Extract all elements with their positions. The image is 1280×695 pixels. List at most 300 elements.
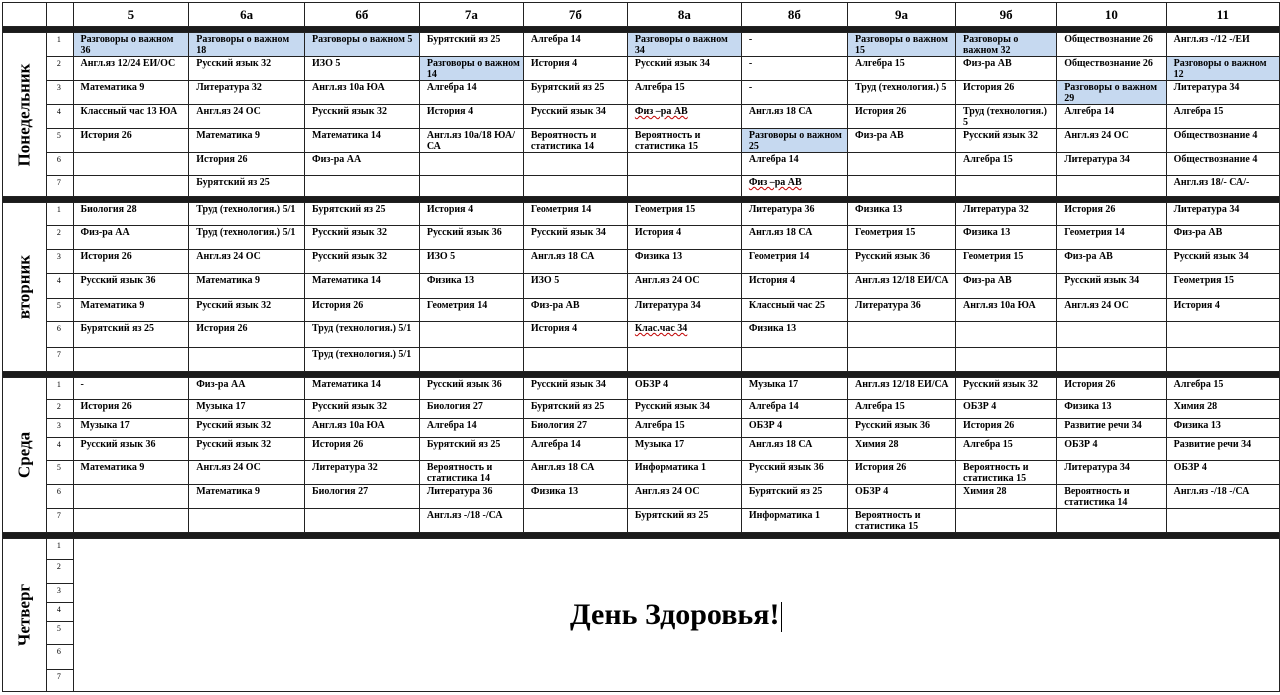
lesson-cell[interactable]: [523, 176, 627, 197]
corner-cell: [3, 3, 47, 27]
lesson-cell[interactable]: [419, 348, 523, 372]
lesson-cell[interactable]: [1166, 299, 1279, 322]
lesson-cell[interactable]: [627, 176, 741, 197]
day-cell-thursday: [3, 539, 47, 692]
lesson-cell[interactable]: [741, 129, 847, 153]
lesson-cell[interactable]: [419, 105, 523, 129]
lesson-cell[interactable]: [741, 203, 847, 226]
lesson-cell[interactable]: [1057, 400, 1166, 419]
lesson-cell[interactable]: [741, 176, 847, 197]
health-day-banner[interactable]: [73, 539, 1279, 692]
lesson-cell[interactable]: [627, 226, 741, 250]
lesson-cell[interactable]: [627, 378, 741, 400]
lesson-cell[interactable]: [305, 250, 420, 274]
lesson-cell[interactable]: [627, 419, 741, 438]
lesson-cell[interactable]: [1057, 105, 1166, 129]
lesson-cell[interactable]: [741, 378, 847, 400]
lesson-cell[interactable]: [848, 348, 956, 372]
lesson-cell[interactable]: [1057, 274, 1166, 299]
lesson-cell[interactable]: [741, 33, 847, 57]
lesson-text: Обществознание 4: [1173, 130, 1258, 141]
lesson-text: Алгебра 15: [1173, 106, 1224, 117]
lesson-cell[interactable]: [1166, 129, 1279, 153]
lesson-text: История 4: [530, 58, 578, 69]
lesson-text: -: [80, 379, 84, 390]
lesson-cell[interactable]: [189, 299, 305, 322]
lesson-cell[interactable]: [848, 509, 956, 533]
lesson-cell[interactable]: [1057, 33, 1166, 57]
lesson-cell[interactable]: [73, 274, 189, 299]
lesson-cell[interactable]: [73, 33, 189, 57]
lesson-cell[interactable]: [73, 299, 189, 322]
lesson-cell[interactable]: [523, 274, 627, 299]
lesson-number: 7: [46, 670, 73, 692]
lesson-cell[interactable]: [1166, 438, 1279, 461]
lesson-cell[interactable]: [73, 153, 189, 176]
lesson-cell[interactable]: [627, 57, 741, 81]
lesson-cell[interactable]: [1057, 378, 1166, 400]
lesson-cell[interactable]: [1057, 153, 1166, 176]
lesson-cell[interactable]: [1057, 57, 1166, 81]
lesson-cell[interactable]: [305, 438, 420, 461]
lesson-cell[interactable]: [305, 322, 420, 348]
lesson-text: Музыка 17: [748, 379, 799, 390]
lesson-cell[interactable]: [1166, 322, 1279, 348]
lesson-cell[interactable]: [848, 33, 956, 57]
lesson-text: ОБЗР 4: [1173, 462, 1207, 473]
lesson-cell[interactable]: [419, 509, 523, 533]
lesson-cell[interactable]: [956, 378, 1057, 400]
lesson-cell[interactable]: [419, 203, 523, 226]
lesson-text: История 26: [312, 439, 364, 450]
lesson-cell[interactable]: [741, 274, 847, 299]
lesson-text: Русский язык 36: [80, 275, 156, 286]
lesson-cell[interactable]: [523, 57, 627, 81]
lesson-cell[interactable]: [189, 176, 305, 197]
lesson-cell[interactable]: [73, 105, 189, 129]
table-row: [3, 250, 1280, 274]
lesson-number: 7: [46, 509, 73, 533]
lesson-cell[interactable]: [73, 322, 189, 348]
lesson-cell[interactable]: [73, 250, 189, 274]
lesson-cell[interactable]: [1166, 348, 1279, 372]
lesson-cell[interactable]: [956, 461, 1057, 485]
lesson-cell[interactable]: [189, 378, 305, 400]
lesson-cell[interactable]: [741, 419, 847, 438]
lesson-text: Литература 32: [196, 82, 262, 93]
lesson-cell[interactable]: [1166, 81, 1279, 105]
lesson-text: Информатика 1: [748, 510, 820, 521]
lesson-cell[interactable]: [1166, 203, 1279, 226]
lesson-cell[interactable]: [73, 81, 189, 105]
lesson-cell[interactable]: [1166, 485, 1279, 509]
lesson-cell[interactable]: [189, 400, 305, 419]
lesson-cell[interactable]: [523, 250, 627, 274]
lesson-cell[interactable]: [419, 129, 523, 153]
lesson-cell[interactable]: [189, 461, 305, 485]
lesson-cell[interactable]: [73, 176, 189, 197]
lesson-text: История 26: [1064, 204, 1116, 215]
lesson-cell[interactable]: [1057, 250, 1166, 274]
lesson-number: 4: [46, 274, 73, 299]
lesson-cell[interactable]: [523, 419, 627, 438]
lesson-cell[interactable]: [848, 322, 956, 348]
lesson-cell[interactable]: [956, 274, 1057, 299]
lesson-cell[interactable]: [956, 419, 1057, 438]
lesson-cell[interactable]: [73, 509, 189, 533]
lesson-cell[interactable]: [305, 203, 420, 226]
lesson-cell[interactable]: [73, 485, 189, 509]
lesson-text: Англ.яз 24 ОС: [634, 486, 700, 497]
lesson-cell[interactable]: [189, 322, 305, 348]
lesson-cell[interactable]: [741, 105, 847, 129]
lesson-cell[interactable]: [1166, 400, 1279, 419]
lesson-text: Литература 34: [634, 300, 701, 311]
lesson-cell[interactable]: [848, 105, 956, 129]
lesson-text: История 26: [963, 82, 1015, 93]
lesson-text: Геометрия 14: [748, 251, 810, 262]
lesson-cell[interactable]: [848, 299, 956, 322]
lesson-text: Математика 14: [312, 130, 381, 141]
lesson-cell[interactable]: [1057, 348, 1166, 372]
lesson-text: Англ.яз 24 ОС: [196, 106, 261, 117]
lesson-cell[interactable]: [1166, 176, 1279, 197]
lesson-cell[interactable]: [627, 461, 741, 485]
lesson-text: Литература 32: [963, 204, 1029, 215]
table-row: [3, 539, 1280, 560]
lesson-cell[interactable]: [848, 461, 956, 485]
lesson-cell[interactable]: [627, 400, 741, 419]
lesson-cell[interactable]: [419, 226, 523, 250]
lesson-cell[interactable]: [1057, 299, 1166, 322]
lesson-cell[interactable]: [1166, 461, 1279, 485]
lesson-cell[interactable]: [523, 203, 627, 226]
lesson-cell[interactable]: [1166, 378, 1279, 400]
lesson-cell[interactable]: [73, 57, 189, 81]
lesson-text: Русский язык 36: [426, 379, 502, 390]
lesson-text: Англ.яз 18 СА: [748, 106, 813, 117]
lesson-cell[interactable]: [1057, 485, 1166, 509]
lesson-number: 1: [46, 33, 73, 57]
lesson-cell[interactable]: [419, 299, 523, 322]
lesson-cell[interactable]: [956, 57, 1057, 81]
lesson-text: Физика 13: [1173, 420, 1221, 431]
lesson-cell[interactable]: [305, 378, 420, 400]
lesson-cell[interactable]: [627, 348, 741, 372]
lesson-cell[interactable]: [189, 57, 305, 81]
lesson-cell[interactable]: [305, 33, 420, 57]
lesson-number: 2: [46, 57, 73, 81]
lesson-text: История 4: [634, 227, 682, 238]
lesson-cell[interactable]: [848, 153, 956, 176]
lesson-cell[interactable]: [73, 203, 189, 226]
lesson-cell[interactable]: [419, 400, 523, 419]
lesson-cell[interactable]: [956, 153, 1057, 176]
lesson-cell[interactable]: [523, 226, 627, 250]
lesson-cell[interactable]: [419, 419, 523, 438]
class-header: 9а: [848, 3, 956, 27]
lesson-text: Музыка 17: [196, 401, 246, 412]
lesson-cell[interactable]: [523, 153, 627, 176]
lesson-text: Литература 34: [1064, 462, 1130, 473]
lesson-cell[interactable]: [189, 81, 305, 105]
lesson-cell[interactable]: [523, 438, 627, 461]
lesson-text: Русский язык 32: [963, 130, 1038, 141]
lesson-text: История 26: [963, 420, 1015, 431]
lesson-cell[interactable]: [189, 105, 305, 129]
lesson-cell[interactable]: [305, 129, 420, 153]
lesson-cell[interactable]: [848, 250, 956, 274]
lesson-text: Русский язык 32: [312, 106, 387, 117]
lesson-text: Алгебра 14: [530, 34, 581, 45]
lesson-cell[interactable]: [523, 485, 627, 509]
lesson-cell[interactable]: [189, 203, 305, 226]
lesson-cell[interactable]: [848, 378, 956, 400]
lesson-cell[interactable]: [523, 129, 627, 153]
lesson-cell[interactable]: [627, 274, 741, 299]
lesson-cell[interactable]: [741, 322, 847, 348]
lesson-cell[interactable]: [305, 509, 420, 533]
lesson-cell[interactable]: [305, 153, 420, 176]
lesson-cell[interactable]: [305, 461, 420, 485]
lesson-cell[interactable]: [1166, 509, 1279, 533]
lesson-cell[interactable]: [741, 485, 847, 509]
lesson-cell[interactable]: [848, 438, 956, 461]
lesson-cell[interactable]: [189, 250, 305, 274]
lesson-cell[interactable]: [627, 485, 741, 509]
lesson-cell[interactable]: [305, 400, 420, 419]
lesson-cell[interactable]: [848, 81, 956, 105]
lesson-number: 5: [46, 129, 73, 153]
lesson-cell[interactable]: [419, 378, 523, 400]
lesson-cell[interactable]: [1057, 203, 1166, 226]
lesson-cell[interactable]: [419, 322, 523, 348]
lesson-cell[interactable]: [73, 378, 189, 400]
lesson-text: Русский язык 32: [963, 379, 1038, 390]
lesson-cell[interactable]: [956, 509, 1057, 533]
lesson-cell[interactable]: [73, 348, 189, 372]
lesson-cell[interactable]: [1166, 33, 1279, 57]
lesson-cell[interactable]: [627, 509, 741, 533]
lesson-cell[interactable]: [189, 226, 305, 250]
lesson-cell[interactable]: [741, 348, 847, 372]
lesson-cell[interactable]: [189, 438, 305, 461]
lesson-cell[interactable]: [956, 203, 1057, 226]
lesson-cell[interactable]: [741, 250, 847, 274]
lesson-cell[interactable]: [848, 485, 956, 509]
lesson-cell[interactable]: [956, 299, 1057, 322]
lesson-cell[interactable]: [189, 419, 305, 438]
lesson-text: Англ.яз 24 ОС: [1064, 300, 1129, 311]
lesson-cell[interactable]: [523, 461, 627, 485]
lesson-cell[interactable]: [73, 129, 189, 153]
lesson-cell[interactable]: [305, 348, 420, 372]
lesson-cell[interactable]: [741, 153, 847, 176]
table-row: [3, 348, 1280, 372]
lesson-cell[interactable]: [1057, 129, 1166, 153]
lesson-text: Бурятский яз 25: [312, 204, 386, 215]
lesson-cell[interactable]: [848, 400, 956, 419]
lesson-cell[interactable]: [305, 176, 420, 197]
lesson-text: -: [748, 34, 753, 45]
lesson-cell[interactable]: [523, 400, 627, 419]
header-row: [3, 3, 1280, 27]
lesson-cell[interactable]: [523, 509, 627, 533]
lesson-cell[interactable]: [305, 299, 420, 322]
lesson-text: Вероятность и статистика 15: [855, 510, 921, 532]
lesson-cell[interactable]: [305, 81, 420, 105]
lesson-number: 6: [46, 322, 73, 348]
lesson-text: История 4: [426, 106, 474, 117]
lesson-cell[interactable]: [419, 57, 523, 81]
lesson-cell[interactable]: [523, 105, 627, 129]
lesson-cell[interactable]: [741, 226, 847, 250]
lesson-text: Разговоры о важном 32: [963, 34, 1019, 56]
lesson-cell[interactable]: [741, 438, 847, 461]
lesson-cell[interactable]: [848, 129, 956, 153]
lesson-cell[interactable]: [419, 81, 523, 105]
lesson-cell[interactable]: [848, 419, 956, 438]
lesson-cell[interactable]: [627, 33, 741, 57]
lesson-cell[interactable]: [419, 176, 523, 197]
lesson-cell[interactable]: [956, 438, 1057, 461]
lesson-cell[interactable]: [741, 57, 847, 81]
lesson-cell[interactable]: [956, 176, 1057, 197]
lesson-cell[interactable]: [1057, 81, 1166, 105]
lesson-text: Физика 13: [530, 486, 579, 497]
lesson-cell[interactable]: [73, 438, 189, 461]
lesson-cell[interactable]: [1166, 250, 1279, 274]
lesson-cell[interactable]: [189, 153, 305, 176]
lesson-cell[interactable]: [848, 226, 956, 250]
lesson-cell[interactable]: [1166, 105, 1279, 129]
lesson-cell[interactable]: [627, 105, 741, 129]
lesson-cell[interactable]: [741, 81, 847, 105]
lesson-cell[interactable]: [1166, 419, 1279, 438]
lesson-cell[interactable]: [305, 419, 420, 438]
lesson-cell[interactable]: [189, 129, 305, 153]
lesson-cell[interactable]: [305, 57, 420, 81]
lesson-cell[interactable]: [956, 33, 1057, 57]
lesson-cell[interactable]: [848, 176, 956, 197]
lesson-text: Англ.яз 18/- СА/-: [1173, 177, 1250, 188]
lesson-cell[interactable]: [741, 509, 847, 533]
lesson-cell[interactable]: [956, 400, 1057, 419]
lesson-cell[interactable]: [956, 105, 1057, 129]
lesson-cell[interactable]: [419, 250, 523, 274]
lesson-cell[interactable]: [419, 33, 523, 57]
lesson-cell[interactable]: [1057, 438, 1166, 461]
lesson-text: Разговоры о важном 18: [196, 34, 290, 56]
lesson-cell[interactable]: [523, 33, 627, 57]
lesson-cell[interactable]: [73, 400, 189, 419]
lesson-cell[interactable]: [956, 322, 1057, 348]
lesson-cell[interactable]: [305, 485, 420, 509]
lesson-cell[interactable]: [523, 378, 627, 400]
lesson-text: Клас.час 34: [634, 323, 688, 334]
lesson-cell[interactable]: [419, 461, 523, 485]
lesson-cell[interactable]: [419, 485, 523, 509]
lesson-text: Химия 28: [963, 486, 1007, 497]
lesson-cell[interactable]: [189, 509, 305, 533]
table-row: [3, 299, 1280, 322]
lesson-number: 3: [46, 250, 73, 274]
lesson-cell[interactable]: [1057, 176, 1166, 197]
lesson-number: 1: [46, 203, 73, 226]
lesson-cell[interactable]: [956, 485, 1057, 509]
lesson-text: Англ.яз -/12 -/ЕИ: [1173, 34, 1250, 45]
lesson-cell[interactable]: [741, 461, 847, 485]
lesson-text: Русский язык 32: [196, 58, 272, 69]
lesson-cell[interactable]: [419, 153, 523, 176]
lesson-cell[interactable]: [627, 250, 741, 274]
lesson-cell[interactable]: [848, 274, 956, 299]
lesson-cell[interactable]: [627, 153, 741, 176]
lesson-cell[interactable]: [305, 274, 420, 299]
lesson-cell[interactable]: [848, 57, 956, 81]
lesson-text: Разговоры о важном 36: [80, 34, 174, 56]
lesson-cell[interactable]: [73, 461, 189, 485]
lesson-text: Русский язык 34: [634, 58, 710, 69]
lesson-cell[interactable]: [189, 33, 305, 57]
lesson-cell[interactable]: [1057, 509, 1166, 533]
lesson-cell[interactable]: [1166, 274, 1279, 299]
lesson-cell[interactable]: [627, 203, 741, 226]
lesson-cell[interactable]: [419, 438, 523, 461]
lesson-cell[interactable]: [741, 299, 847, 322]
lesson-cell[interactable]: [1166, 57, 1279, 81]
lesson-cell[interactable]: [627, 299, 741, 322]
lesson-cell[interactable]: [1057, 226, 1166, 250]
lesson-text: Физика 13: [963, 227, 1011, 238]
lesson-text: Русский язык 32: [312, 227, 387, 238]
lesson-text: Алгебра 15: [855, 58, 905, 69]
lesson-cell[interactable]: [305, 226, 420, 250]
lesson-cell[interactable]: [1166, 153, 1279, 176]
lesson-cell[interactable]: [1057, 322, 1166, 348]
lesson-number: 1: [46, 539, 73, 560]
lesson-cell[interactable]: [627, 81, 741, 105]
lesson-cell[interactable]: [627, 129, 741, 153]
lesson-cell[interactable]: [1057, 461, 1166, 485]
lesson-cell[interactable]: [523, 81, 627, 105]
lesson-cell[interactable]: [1166, 226, 1279, 250]
lesson-text: История 26: [855, 106, 907, 117]
lesson-cell[interactable]: [956, 81, 1057, 105]
lesson-cell[interactable]: [523, 322, 627, 348]
lesson-cell[interactable]: [419, 274, 523, 299]
lesson-cell[interactable]: [189, 485, 305, 509]
lesson-cell[interactable]: [305, 105, 420, 129]
lesson-cell[interactable]: [956, 226, 1057, 250]
lesson-cell[interactable]: [189, 274, 305, 299]
lesson-cell[interactable]: [627, 438, 741, 461]
lesson-cell[interactable]: [848, 203, 956, 226]
lesson-cell[interactable]: [523, 348, 627, 372]
lesson-cell[interactable]: [627, 322, 741, 348]
lesson-cell[interactable]: [741, 400, 847, 419]
lesson-cell[interactable]: [1057, 419, 1166, 438]
lesson-cell[interactable]: [73, 419, 189, 438]
lesson-text: Обществознание 4: [1173, 154, 1258, 165]
lesson-cell[interactable]: [189, 348, 305, 372]
lesson-text: Биология 27: [530, 420, 587, 431]
lesson-cell[interactable]: [956, 250, 1057, 274]
lesson-cell[interactable]: [956, 129, 1057, 153]
lesson-cell[interactable]: [523, 299, 627, 322]
lesson-cell[interactable]: [956, 348, 1057, 372]
lesson-cell[interactable]: [73, 226, 189, 250]
